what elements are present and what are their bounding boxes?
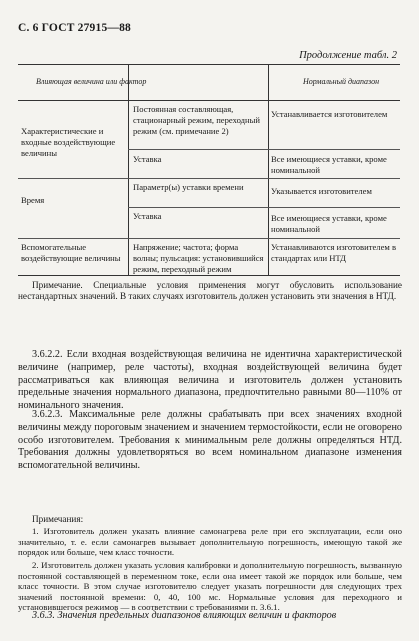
- condition-dc-component: Постоянная составляющая, стационарный режим, переходный режим (см. примечание 2): [133, 104, 260, 136]
- column-header-range: Нормальный диапазон: [303, 77, 380, 86]
- row-separator-1: [18, 178, 400, 179]
- section-heading-3-6-3: 3.6.3. Значения предельных диапазонов влияющих величин и факторов: [32, 610, 337, 621]
- condition-setting-2: Уставка: [133, 211, 162, 221]
- range-all-settings-2: Все имеющиеся уставки, кроме номинальной: [271, 213, 387, 234]
- range-set-by-manufacturer-1: Устанавливается изготовителем: [271, 109, 388, 119]
- paragraph-3-6-2-2: 3.6.2.2. Если входная воздействующая величина не идентична характеристической величине (например, реле частоты), входная воздействующей величина будет рассматриваться как влияющая величина и изготовитель должен установить предельные значения нормального диапазона, предпочтительно равными 80—110% от номинального значения.: [18, 349, 402, 412]
- factor-auxiliary-quantities: Вспомогательные воздействующие величины: [21, 242, 121, 263]
- parameters-table: [18, 64, 400, 276]
- paragraph-3-6-2-3: 3.6.2.3. Максимальные реле должны срабатывать при всех значениях входной величины между пороговым значением и значением термостойкости, если не оговорено особо изготовителем. Требования к минимальным реле должны определяться НТД. Требования должны удовлетворяться во всем номинальном диапазоне изменения вспомогательной величины.: [18, 409, 402, 472]
- factor-time: Время: [21, 195, 45, 205]
- table-column-divider-2: [268, 64, 269, 275]
- sub-row-separator-2: [128, 207, 400, 208]
- table-note: Примечание. Специальные условия применения могут обусловить использование нестандартных значений. В таких случаях изготовитель должен установить эти значения в НТД.: [18, 280, 402, 302]
- note-item-2: 2. Изготовитель должен указать условия калибровки и дополнительную погрешность, вызванную постоянной составляющей в переменном токе, если она имеет такой же порядок или больше, чем класс точности. В этом случае изготовителю следует указать погрешности для следующих трех значений постоянной времени: 0, 40, 100 мс. Нормальные условия для переходного и установившегося режимов — в соответствии с требованиями п. 3.6.1.: [18, 560, 402, 613]
- note-item-1: 1. Изготовитель должен указать влияние самонагрева реле при его эксплуатации, если оно значительно, т. е. если самонагрев вызывает дополнительную погрешность, имеющую такой же порядок или больше, чем класс точности.: [18, 526, 402, 558]
- condition-time-settings: Параметр(ы) уставки времени: [133, 182, 244, 192]
- notes-title: Примечания:: [32, 514, 84, 524]
- column-header-factor: Влияющая величина или фактор: [36, 77, 147, 86]
- factor-characteristic-inputs: Характеристические и входные воздействующие величины: [21, 126, 116, 158]
- table-top-rule: [18, 64, 400, 65]
- range-all-settings-1: Все имеющиеся уставки, кроме номинальной: [271, 154, 387, 175]
- condition-auxiliary-supply: Напряжение; частота; форма волны; пульсация: установившийся режим, переходный режим: [133, 242, 264, 274]
- row-separator-2: [18, 238, 400, 239]
- range-stated-by-manufacturer: Указывается изготовителем: [271, 186, 372, 196]
- table-header-rule: [18, 100, 400, 101]
- range-set-by-manufacturer-2: Устанавливаются изготовителем в стандартах или НТД: [271, 242, 397, 263]
- table-column-divider-1: [128, 64, 129, 275]
- table-bottom-rule: [18, 275, 400, 276]
- page-header: С. 6 ГОСТ 27915—88: [18, 22, 131, 34]
- sub-row-separator-1: [128, 149, 400, 150]
- table-continuation-label: Продолжение табл. 2: [299, 50, 397, 61]
- condition-setting-1: Уставка: [133, 154, 162, 164]
